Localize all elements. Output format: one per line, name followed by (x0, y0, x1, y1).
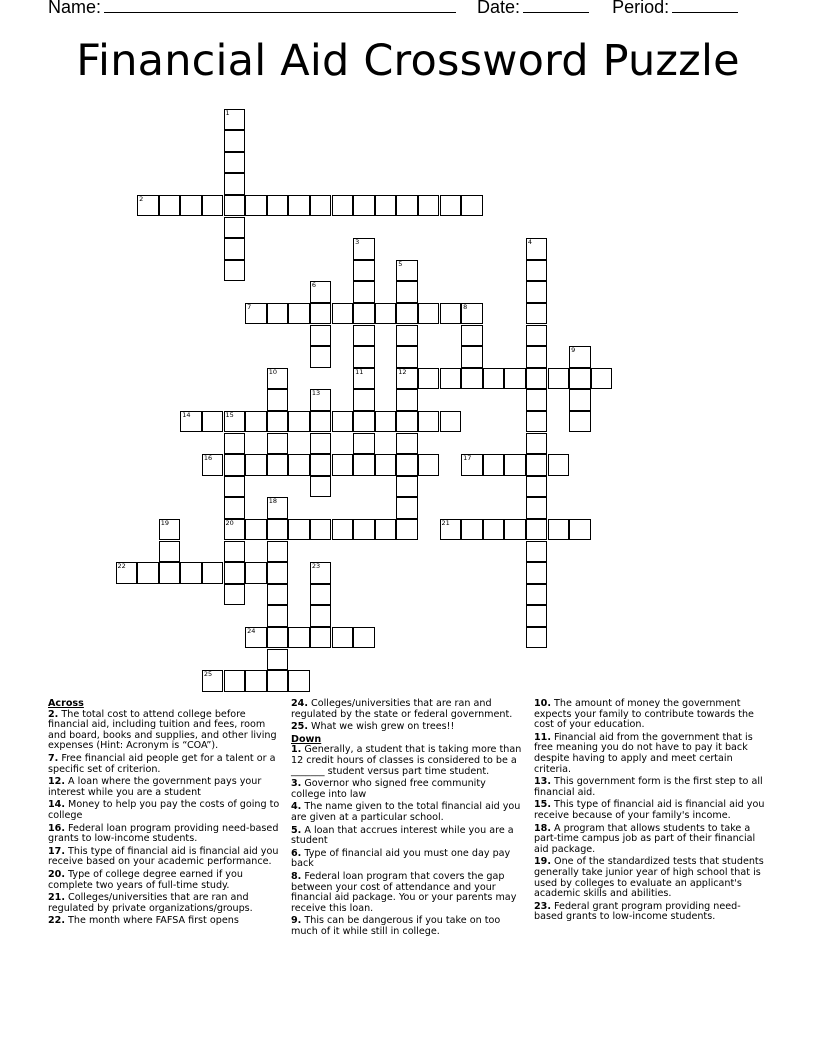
grid-cell[interactable] (159, 195, 181, 217)
clue-item-number: 13. (534, 776, 551, 788)
grid-cell[interactable] (396, 281, 418, 303)
grid-cell[interactable] (310, 389, 332, 411)
clue-item (291, 779, 523, 800)
grid-cell[interactable] (224, 217, 246, 239)
clue-item-number: 18. (534, 822, 551, 834)
clue-item-number: 21. (48, 892, 65, 904)
grid-cell[interactable] (224, 497, 246, 519)
down-clue-list (291, 745, 523, 937)
clue-item-number: 3. (291, 778, 302, 790)
grid-cell[interactable] (267, 195, 289, 217)
clue-number: 12 (398, 367, 407, 376)
grid-cell[interactable] (332, 454, 354, 476)
grid-cell[interactable] (461, 195, 483, 217)
grid-cell[interactable] (353, 519, 375, 541)
grid-cell[interactable] (159, 562, 181, 584)
clue-number: 2 (139, 194, 144, 203)
clue-item (534, 824, 766, 856)
grid-cell[interactable] (396, 433, 418, 455)
grid-cell[interactable] (483, 454, 505, 476)
grid-cell[interactable] (245, 670, 267, 692)
grid-cell[interactable] (526, 541, 548, 563)
grid-cell[interactable] (483, 368, 505, 390)
clue-item-text: Type of college degree earned if you complete two years of full-time study. (48, 868, 243, 891)
grid-cell[interactable] (461, 519, 483, 541)
grid-cell[interactable] (224, 584, 246, 606)
grid-cell[interactable] (267, 389, 289, 411)
clue-number: 21 (441, 518, 450, 527)
down-clue-list-continued (534, 699, 766, 923)
grid-cell[interactable] (310, 195, 332, 217)
grid-cell[interactable] (526, 605, 548, 627)
clue-item-text: Financial aid from the government that is free meaning you do not have to pay it back despite having to apply and meet certain criteria. (534, 731, 753, 775)
grid-cell[interactable] (267, 562, 289, 584)
clue-item (534, 800, 766, 821)
clue-item (48, 893, 280, 914)
grid-cell[interactable] (332, 411, 354, 433)
clues-column-3 (534, 699, 766, 925)
grid-cell[interactable] (310, 411, 332, 433)
grid-cell[interactable] (353, 325, 375, 347)
grid-cell[interactable] (526, 260, 548, 282)
clue-item (534, 777, 766, 798)
grid-cell[interactable] (267, 433, 289, 455)
clue-item (534, 857, 766, 899)
grid-cell[interactable] (224, 541, 246, 563)
grid-cell[interactable] (396, 454, 418, 476)
grid-cell[interactable] (267, 411, 289, 433)
clue-item-text: Colleges/universities that are ran and regulated by the state or federal government. (291, 698, 513, 720)
clue-item (48, 710, 280, 752)
grid-cell[interactable] (224, 519, 246, 541)
grid-cell[interactable] (224, 152, 246, 174)
grid-cell[interactable] (267, 303, 289, 325)
grid-cell[interactable] (202, 670, 224, 692)
grid-cell[interactable] (353, 454, 375, 476)
grid-cell[interactable] (396, 325, 418, 347)
clue-item-number: 9. (291, 915, 302, 927)
grid-cell[interactable] (267, 627, 289, 649)
clue-number: 23 (311, 562, 321, 571)
clue-item-number: 19. (534, 856, 551, 868)
clue-number: 15 (225, 410, 234, 419)
clue-number: 18 (268, 497, 277, 506)
grid-cell[interactable] (526, 627, 548, 649)
grid-cell[interactable] (137, 195, 159, 217)
grid-cell[interactable] (353, 281, 375, 303)
clue-number: 13 (311, 389, 321, 398)
grid-cell[interactable] (418, 195, 440, 217)
across-clue-list-continued (291, 699, 523, 733)
clue-item (48, 824, 280, 845)
clue-item-number: 1. (291, 744, 302, 756)
grid-cell[interactable] (440, 368, 462, 390)
grid-cell[interactable] (504, 368, 526, 390)
grid-cell[interactable] (396, 497, 418, 519)
clue-item-text: This can be dangerous if you take on too much of it while still in college. (291, 915, 501, 937)
grid-cell[interactable] (310, 627, 332, 649)
grid-cell[interactable] (202, 562, 224, 584)
grid-cell[interactable] (569, 346, 591, 368)
grid-cell[interactable] (375, 454, 397, 476)
clue-item-number: 6. (291, 847, 302, 859)
grid-cell[interactable] (569, 389, 591, 411)
clue-number: 20 (225, 518, 234, 527)
clue-item-text: Governor who signed free community college into law (291, 778, 486, 800)
clue-number: 16 (203, 454, 213, 463)
grid-cell[interactable] (267, 519, 289, 541)
grid-cell[interactable] (353, 368, 375, 390)
grid-cell[interactable] (180, 562, 202, 584)
grid-cell[interactable] (224, 260, 246, 282)
clue-item-text: This government form is the first step to all financial aid. (534, 776, 763, 798)
name-label: Name: (48, 0, 102, 17)
clue-item-text: The name given to the total financial aid you are given at a particular school. (291, 801, 521, 823)
grid-cell[interactable] (288, 670, 310, 692)
grid-cell[interactable] (440, 303, 462, 325)
clue-item (48, 754, 280, 775)
clue-item (291, 849, 523, 870)
grid-cell[interactable] (310, 476, 332, 498)
grid-cell[interactable] (310, 562, 332, 584)
clue-item (48, 916, 280, 927)
grid-cell[interactable] (418, 368, 440, 390)
grid-cell[interactable] (526, 325, 548, 347)
clue-item-text: Colleges/universities that are ran and regulated by private organizations/groups. (48, 892, 253, 914)
clue-item-text: Federal loan program that covers the gap between your cost of attendance and your financial aid package. You or your parents may receive this loan. (291, 870, 517, 914)
clue-item-number: 5. (291, 824, 302, 836)
grid-cell[interactable] (267, 368, 289, 390)
clue-item (534, 699, 766, 731)
grid-cell[interactable] (353, 195, 375, 217)
grid-cell[interactable] (440, 195, 462, 217)
clue-item-text: The total cost to attend college before financial aid, including tuition and fees, room and board, books and supplies, and other living expenses (Hint: Acronym is “COA”). (48, 708, 277, 752)
clue-number: 17 (463, 454, 472, 463)
clue-number: 6 (311, 281, 317, 290)
grid-cell[interactable] (310, 454, 332, 476)
grid-cell[interactable] (526, 368, 548, 390)
grid-cell[interactable] (353, 389, 375, 411)
grid-cell[interactable] (332, 627, 354, 649)
grid-cell[interactable] (224, 670, 246, 692)
clues-column-2 (291, 699, 523, 939)
clue-item-text: What we wish grew on trees!! (308, 721, 455, 733)
grid-cell[interactable] (396, 389, 418, 411)
clue-number: 3 (355, 238, 360, 247)
grid-cell[interactable] (396, 411, 418, 433)
clue-number: 22 (117, 562, 126, 571)
grid-cell[interactable] (461, 325, 483, 347)
grid-cell[interactable] (526, 562, 548, 584)
grid-cell[interactable] (526, 519, 548, 541)
grid-cell[interactable] (224, 562, 246, 584)
grid-cell[interactable] (245, 411, 267, 433)
clue-item-number: 14. (48, 799, 65, 811)
grid-cell[interactable] (310, 433, 332, 455)
grid-cell[interactable] (332, 519, 354, 541)
grid-cell[interactable] (526, 433, 548, 455)
grid-cell[interactable] (245, 562, 267, 584)
grid-cell[interactable] (375, 195, 397, 217)
grid-cell[interactable] (310, 346, 332, 368)
clue-item-number: 10. (534, 698, 551, 709)
grid-cell[interactable] (526, 346, 548, 368)
grid-cell[interactable] (224, 454, 246, 476)
clue-item (291, 699, 523, 720)
grid-cell[interactable] (332, 195, 354, 217)
grid-cell[interactable] (310, 281, 332, 303)
grid-cell[interactable] (310, 605, 332, 627)
grid-cell[interactable] (202, 411, 224, 433)
grid-cell[interactable] (375, 519, 397, 541)
grid-cell[interactable] (526, 411, 548, 433)
clue-item (291, 722, 523, 733)
grid-cell[interactable] (332, 303, 354, 325)
grid-cell[interactable] (310, 303, 332, 325)
grid-cell[interactable] (224, 476, 246, 498)
clue-number: 24 (247, 626, 256, 635)
grid-cell[interactable] (526, 476, 548, 498)
clue-item (534, 902, 766, 923)
grid-cell[interactable] (288, 519, 310, 541)
clue-item-text: Federal loan program providing need-based grants to low-income students. (48, 822, 279, 845)
grid-cell[interactable] (418, 303, 440, 325)
grid-cell[interactable] (245, 519, 267, 541)
period-label: Period: (612, 0, 670, 17)
clue-item-number: 2. (48, 708, 59, 720)
grid-cell[interactable] (159, 541, 181, 563)
clue-number: 25 (203, 670, 213, 679)
clue-item-number: 23. (534, 900, 551, 912)
grid-cell[interactable] (159, 519, 181, 541)
clue-item-text: Free financial aid people get for a talent or a specific set of criterion. (48, 752, 276, 775)
clue-number: 5 (398, 259, 403, 268)
clue-item-number: 11. (534, 731, 551, 743)
clue-number: 10 (268, 367, 277, 376)
grid-cell[interactable] (224, 433, 246, 455)
grid-cell[interactable] (267, 497, 289, 519)
grid-cell[interactable] (375, 411, 397, 433)
clue-item-text: Generally, a student that is taking more than 12 credit hours of classes is considered to be a _______ student versus part time student. (291, 744, 522, 777)
grid-cell[interactable] (461, 303, 483, 325)
grid-cell[interactable] (526, 303, 548, 325)
grid-cell[interactable] (267, 454, 289, 476)
grid-cell[interactable] (288, 411, 310, 433)
clue-number: 7 (247, 302, 252, 311)
grid-cell[interactable] (353, 260, 375, 282)
clue-item-number: 7. (48, 752, 59, 764)
grid-cell[interactable] (526, 389, 548, 411)
grid-cell[interactable] (245, 195, 267, 217)
grid-cell[interactable] (418, 411, 440, 433)
page-title: Financial Aid Crossword Puzzle (76, 36, 740, 86)
clue-item-text: One of the standardized tests that students generally take junior year of high school that is used by colleges to evaluate an applicant's academic skills and abilities. (534, 856, 764, 900)
clue-item (534, 733, 766, 775)
clue-item-number: 20. (48, 868, 65, 880)
grid-cell[interactable] (396, 303, 418, 325)
grid-cell[interactable] (310, 519, 332, 541)
grid-cell[interactable] (396, 346, 418, 368)
clue-number: 14 (182, 410, 191, 419)
clue-number: 4 (527, 238, 533, 247)
grid-cell[interactable] (569, 411, 591, 433)
grid-cell[interactable] (224, 173, 246, 195)
grid-cell[interactable] (267, 649, 289, 671)
clue-item (48, 800, 280, 821)
clue-item-number: 25. (291, 721, 308, 733)
grid-cell[interactable] (267, 584, 289, 606)
grid-cell[interactable] (288, 627, 310, 649)
grid-cell[interactable] (440, 519, 462, 541)
clue-item-text: The month where FAFSA first opens (65, 915, 239, 927)
grid-cell[interactable] (353, 433, 375, 455)
grid-cell[interactable] (353, 627, 375, 649)
across-heading: Across (48, 698, 84, 709)
clue-number: 11 (355, 367, 364, 376)
grid-cell[interactable] (461, 454, 483, 476)
grid-cell[interactable] (180, 411, 202, 433)
grid-cell[interactable] (569, 368, 591, 390)
clue-item-text: Type of financial aid you must one day pay back (291, 847, 511, 870)
grid-cell[interactable] (396, 260, 418, 282)
grid-cell[interactable] (461, 346, 483, 368)
clue-number: 9 (571, 346, 576, 355)
clue-item (291, 802, 523, 823)
grid-cell[interactable] (224, 130, 246, 152)
grid-cell[interactable] (245, 454, 267, 476)
grid-cell[interactable] (353, 303, 375, 325)
grid-cell[interactable] (548, 519, 570, 541)
grid-cell[interactable] (245, 627, 267, 649)
grid-cell[interactable] (396, 519, 418, 541)
grid-cell[interactable] (396, 195, 418, 217)
clue-item-text: A loan that accrues interest while you are a student (291, 824, 514, 847)
grid-cell[interactable] (483, 519, 505, 541)
grid-cell[interactable] (526, 454, 548, 476)
grid-cell[interactable] (116, 562, 138, 584)
clue-item (291, 745, 523, 777)
grid-cell[interactable] (548, 368, 570, 390)
clue-item-number: 22. (48, 915, 65, 927)
grid-cell[interactable] (310, 325, 332, 347)
grid-cell[interactable] (353, 411, 375, 433)
grid-cell[interactable] (396, 368, 418, 390)
grid-cell[interactable] (418, 454, 440, 476)
grid-cell[interactable] (202, 195, 224, 217)
grid-cell[interactable] (504, 454, 526, 476)
grid-cell[interactable] (548, 454, 570, 476)
clue-item (48, 870, 280, 891)
clue-item-text: A loan where the government pays your interest while you are a student (48, 776, 262, 798)
grid-cell[interactable] (224, 238, 246, 260)
grid-cell[interactable] (375, 303, 397, 325)
grid-cell[interactable] (440, 411, 462, 433)
clue-item (291, 872, 523, 914)
grid-cell[interactable] (504, 519, 526, 541)
grid-cell[interactable] (267, 670, 289, 692)
down-heading: Down (291, 733, 322, 745)
grid-cell[interactable] (224, 195, 246, 217)
clue-item-number: 16. (48, 822, 65, 834)
grid-cell[interactable] (353, 346, 375, 368)
grid-cell[interactable] (310, 584, 332, 606)
grid-cell[interactable] (267, 605, 289, 627)
grid-cell[interactable] (569, 519, 591, 541)
grid-cell[interactable] (526, 497, 548, 519)
clue-item-number: 4. (291, 801, 302, 813)
grid-cell[interactable] (224, 109, 246, 131)
clue-item (48, 847, 280, 868)
grid-cell[interactable] (137, 562, 159, 584)
grid-cell[interactable] (288, 303, 310, 325)
grid-cell[interactable] (288, 195, 310, 217)
clue-item (291, 916, 523, 937)
grid-cell[interactable] (224, 411, 246, 433)
grid-cell[interactable] (288, 454, 310, 476)
clue-item-text: Money to help you pay the costs of going to college (48, 799, 280, 821)
grid-cell[interactable] (461, 368, 483, 390)
clue-number: 19 (160, 518, 169, 527)
clue-item-number: 15. (534, 799, 551, 811)
clue-item-number: 24. (291, 698, 308, 709)
grid-cell[interactable] (180, 195, 202, 217)
grid-cell[interactable] (353, 238, 375, 260)
grid-cell[interactable] (267, 541, 289, 563)
clue-item-text: The amount of money the government expects your family to contribute towards the cost of your education. (534, 698, 754, 731)
clue-item-text: This type of financial aid is financial aid you receive based on your academic performance. (48, 845, 279, 868)
clue-item-number: 8. (291, 870, 302, 882)
clue-item-text: A program that allows students to take a part-time campus job as part of their financial aid package. (534, 822, 756, 855)
grid-cell[interactable] (245, 303, 267, 325)
clue-item-number: 12. (48, 776, 65, 788)
grid-cell[interactable] (396, 476, 418, 498)
clue-item-text: Federal grant program providing need-based grants to low-income students. (534, 900, 741, 923)
clue-number: 8 (463, 302, 468, 311)
clue-item-number: 17. (48, 845, 65, 857)
grid-cell[interactable] (526, 238, 548, 260)
clue-item-text: This type of financial aid is financial aid you receive because of your family's income. (534, 799, 765, 821)
grid-cell[interactable] (526, 584, 548, 606)
clue-number: 1 (225, 108, 230, 117)
clue-item (48, 777, 280, 798)
across-clue-list (48, 710, 280, 927)
clue-item (291, 826, 523, 847)
date-label: Date: (477, 0, 521, 17)
grid-cell[interactable] (591, 368, 613, 390)
grid-cell[interactable] (202, 454, 224, 476)
clues-column-1 (48, 699, 280, 929)
grid-cell[interactable] (526, 281, 548, 303)
